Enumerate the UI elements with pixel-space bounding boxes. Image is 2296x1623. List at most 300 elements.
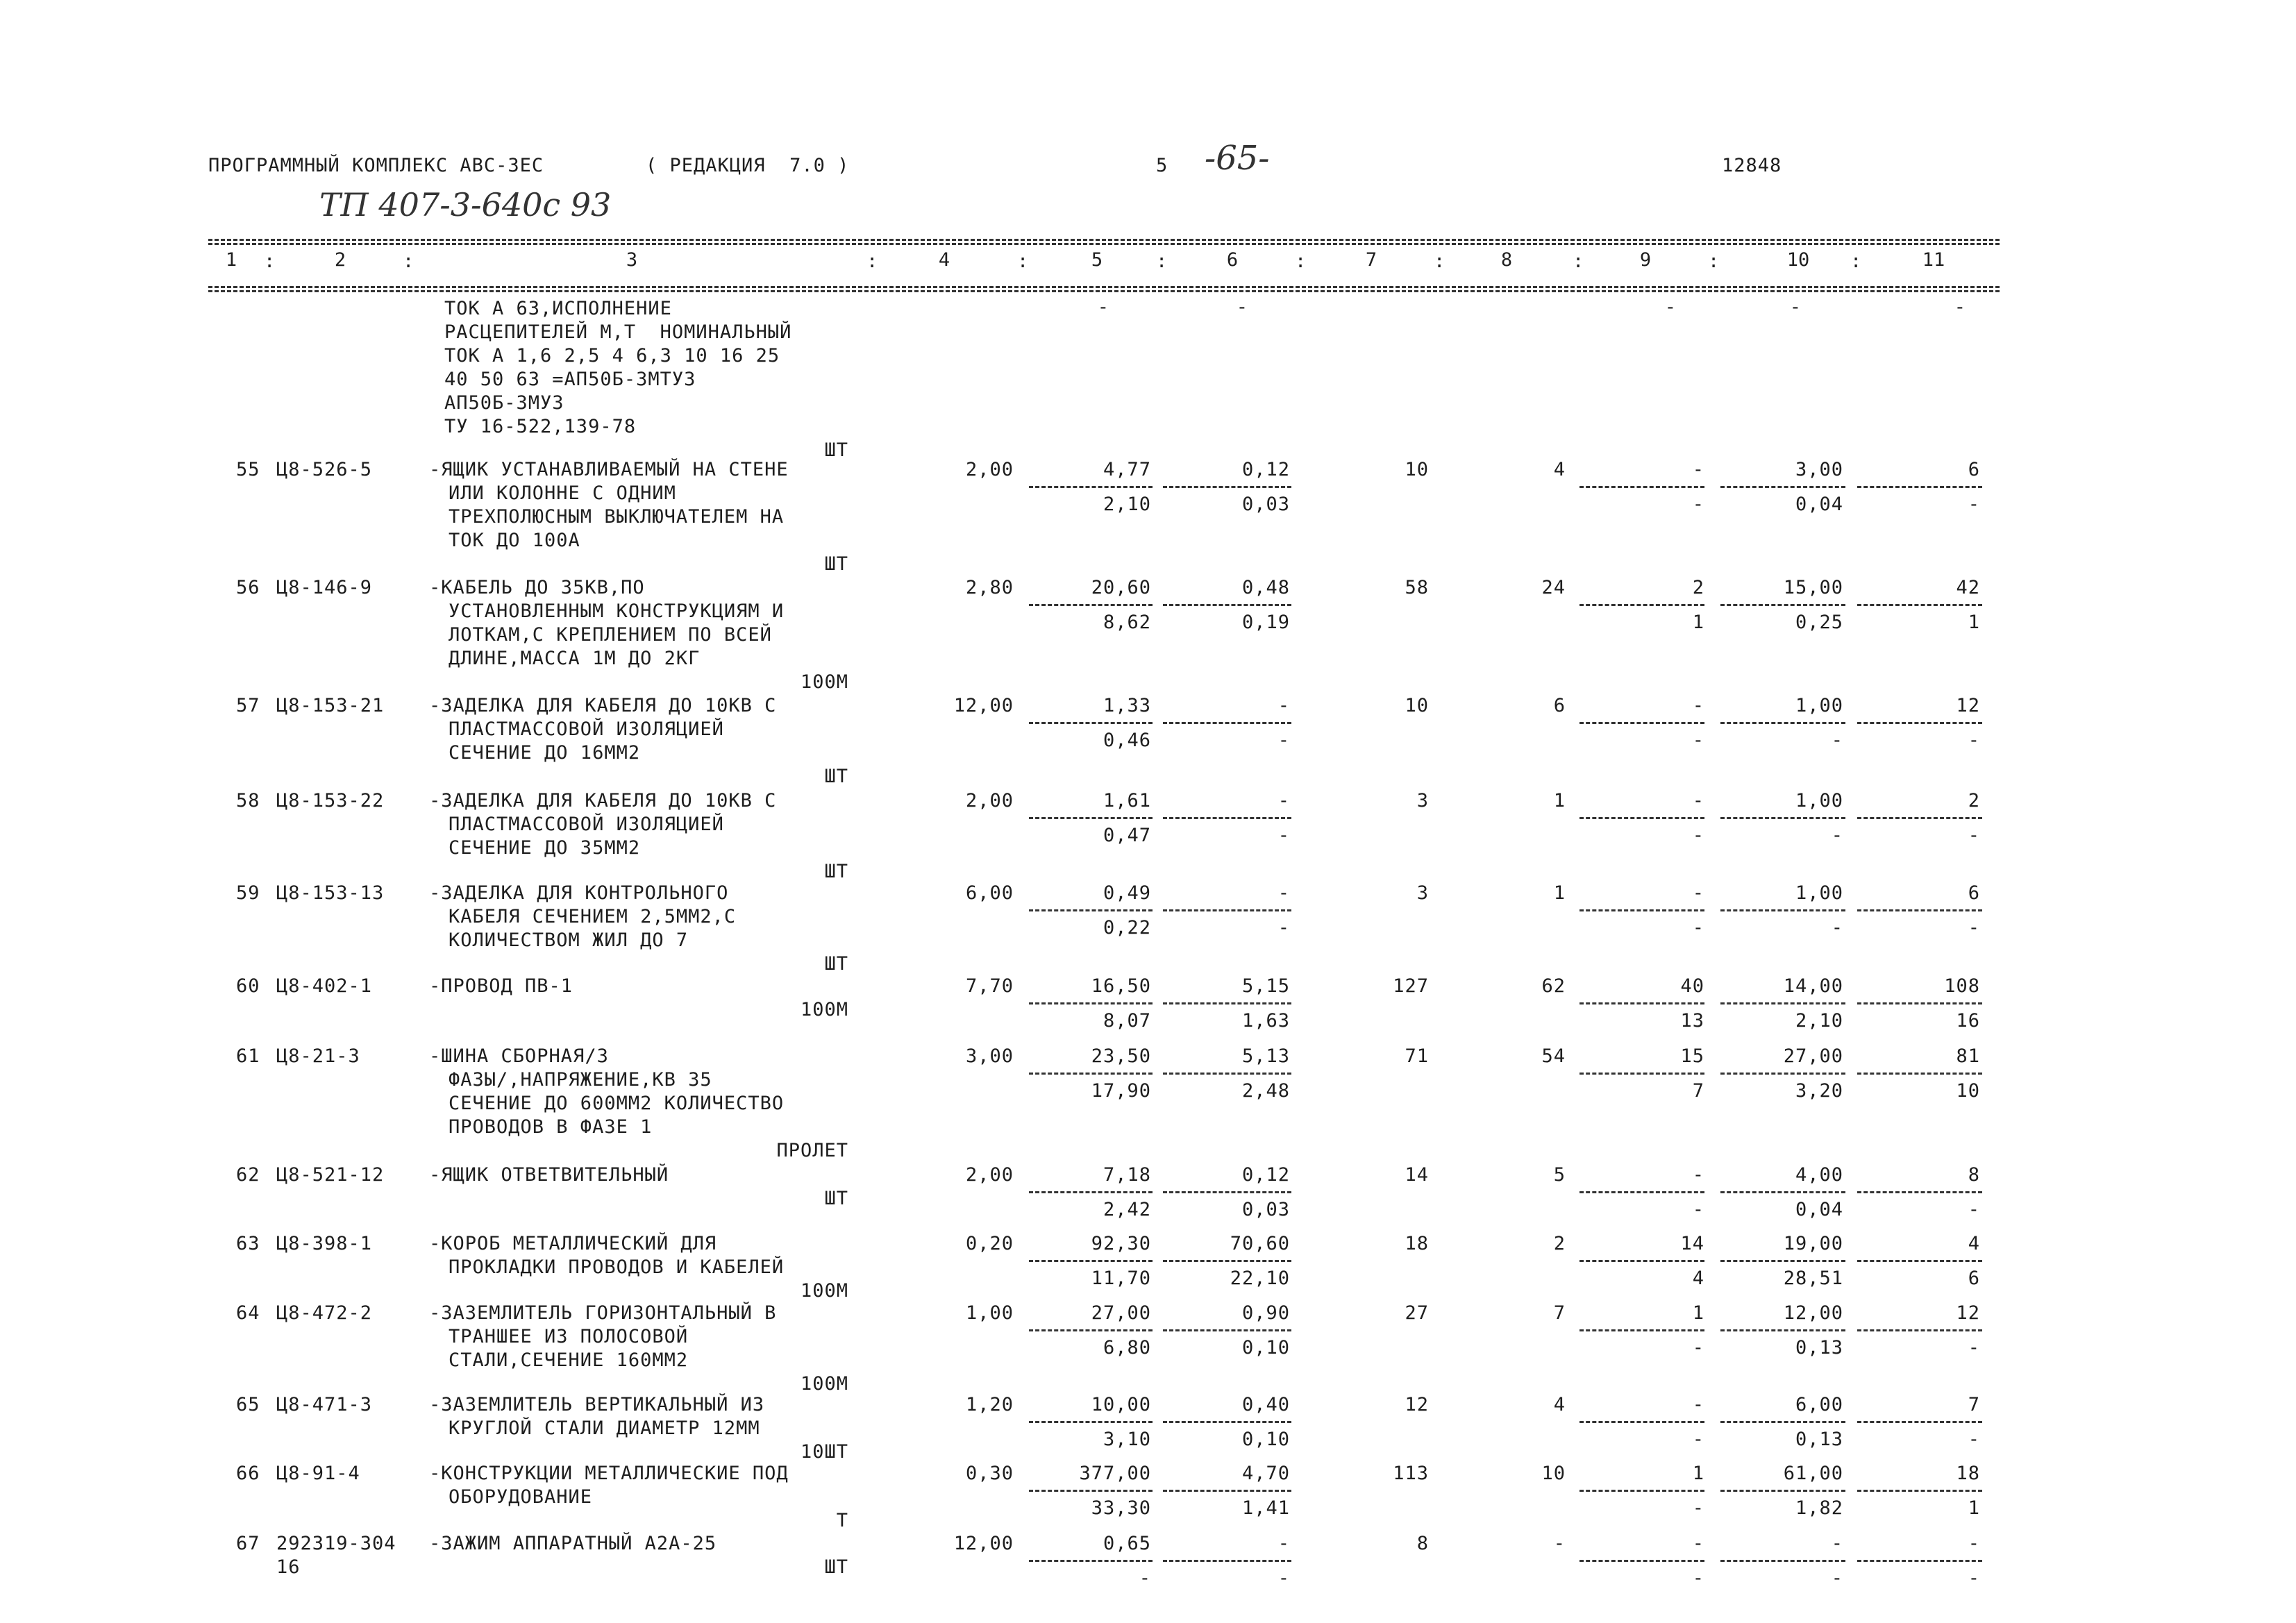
cell-col7: 3 xyxy=(1416,790,1429,812)
value-divider xyxy=(1579,817,1704,819)
item-unit: ШТ xyxy=(824,439,848,461)
cell-col5-sub: 8,07 xyxy=(1103,1010,1151,1032)
value-divider xyxy=(1857,1002,1982,1004)
value-divider xyxy=(1720,1490,1845,1492)
item-number: 56 xyxy=(236,577,260,598)
cell-col5-sub: 33,30 xyxy=(1091,1497,1151,1519)
item-description-line: УСТАНОВЛЕННЫМ КОНСТРУКЦИЯМ И xyxy=(449,600,785,622)
col-header-10: 10 xyxy=(1786,249,1810,271)
cell-col9-sub: - xyxy=(1692,494,1704,515)
value-divider xyxy=(1029,1002,1153,1004)
cell-col6-sub: - xyxy=(1277,1567,1290,1589)
cell-col7: 58 xyxy=(1405,577,1429,598)
cell-col4: 7,70 xyxy=(965,975,1014,997)
cell-col5: 16,50 xyxy=(1091,975,1151,997)
col-header-6: 6 xyxy=(1226,249,1239,271)
cell-col5: 20,60 xyxy=(1091,577,1151,598)
cell-col8: 62 xyxy=(1541,975,1566,997)
cell-col11: - xyxy=(1954,296,1966,318)
item-number: 60 xyxy=(236,975,260,997)
value-divider xyxy=(1163,1560,1291,1562)
document-number: 12848 xyxy=(1722,155,1782,176)
cell-col11-sub: - xyxy=(1968,494,1980,515)
cell-col11: 12 xyxy=(1956,1302,1980,1324)
cell-col6: 0,90 xyxy=(1241,1302,1290,1324)
cell-col8: 1 xyxy=(1553,882,1566,904)
cell-col9-sub: - xyxy=(1692,825,1704,846)
item-code: Ц8-153-13 xyxy=(276,882,385,904)
item-description-line: -ЗАДЕЛКА ДЛЯ КАБЕЛЯ ДО 10КВ С xyxy=(429,790,777,812)
item-description-line: СЕЧЕНИЕ ДО 600ММ2 КОЛИЧЕСТВО xyxy=(449,1093,785,1114)
item-description-line: -КОРОБ МЕТАЛЛИЧЕСКИЙ ДЛЯ xyxy=(429,1233,717,1254)
cell-col4: 1,20 xyxy=(965,1394,1014,1415)
cell-col7: 18 xyxy=(1405,1233,1429,1254)
col-header-11: 11 xyxy=(1922,249,1945,271)
cell-col9-sub: 1 xyxy=(1692,612,1704,633)
cell-col9-sub: - xyxy=(1692,1429,1704,1450)
cell-col11-sub: 1 xyxy=(1968,1497,1980,1519)
value-divider xyxy=(1029,909,1153,911)
cell-col5-sub: 17,90 xyxy=(1091,1080,1151,1102)
value-divider xyxy=(1029,722,1153,724)
value-divider xyxy=(1163,1421,1291,1423)
cell-col6: 5,13 xyxy=(1241,1045,1290,1067)
cell-col5: 1,61 xyxy=(1103,790,1151,812)
item-code-continuation: 16 xyxy=(276,1556,301,1578)
cell-col9-sub: - xyxy=(1692,1199,1704,1220)
cell-col7: 10 xyxy=(1405,459,1429,480)
item-description-line: 40 50 63 =АП50Б-3МТУ3 xyxy=(444,369,696,390)
value-divider xyxy=(1857,1329,1982,1331)
item-description-line: ЛОТКАМ,С КРЕПЛЕНИЕМ ПО ВСЕЙ xyxy=(449,624,772,646)
cell-col6-sub: 22,10 xyxy=(1230,1268,1290,1289)
item-code: 292319-304 xyxy=(276,1533,396,1554)
cell-col10-sub: 2,10 xyxy=(1795,1010,1843,1032)
cell-col5-sub: 2,10 xyxy=(1103,494,1151,515)
item-description-line: ТОК А 63,ИСПОЛНЕНИЕ xyxy=(444,298,672,319)
cell-col6-sub: - xyxy=(1277,730,1290,751)
item-description-line: ПЛАСТМАССОВОЙ ИЗОЛЯЦИЕЙ xyxy=(449,814,724,835)
cell-col11-sub: - xyxy=(1968,1567,1980,1589)
cell-col6: - xyxy=(1277,790,1290,812)
item-description-line: -КАБЕЛЬ ДО 35КВ,ПО xyxy=(429,577,645,598)
col-separator: : xyxy=(866,251,878,272)
item-code: Ц8-402-1 xyxy=(276,975,373,997)
value-divider xyxy=(1720,1260,1845,1262)
item-description-line: -ЯЩИК ОТВЕТВИТЕЛЬНЫЙ xyxy=(429,1164,669,1186)
cell-col9-sub: - xyxy=(1692,1337,1704,1359)
item-description-line: ТРЕХПОЛЮСНЫМ ВЫКЛЮЧАТЕЛЕМ НА xyxy=(449,506,785,528)
cell-col11: 42 xyxy=(1956,577,1980,598)
cell-col6: 0,40 xyxy=(1241,1394,1290,1415)
item-code: Ц8-526-5 xyxy=(276,459,373,480)
item-description-line: ДЛИНЕ,МАССА 1М ДО 2КГ xyxy=(449,648,701,669)
cell-col11-sub: - xyxy=(1968,730,1980,751)
cell-col7: 14 xyxy=(1405,1164,1429,1186)
col-separator: : xyxy=(1850,251,1862,272)
value-divider xyxy=(1720,1560,1845,1562)
value-divider xyxy=(1720,486,1845,488)
col-header-7: 7 xyxy=(1365,249,1377,271)
cell-col10: 4,00 xyxy=(1795,1164,1843,1186)
cell-col11: 12 xyxy=(1956,695,1980,716)
item-number: 55 xyxy=(236,459,260,480)
item-code: Ц8-146-9 xyxy=(276,577,373,598)
cell-col10: 1,00 xyxy=(1795,790,1843,812)
cell-col6: - xyxy=(1236,296,1248,318)
item-description-line: -ЗАЖИМ АППАРАТНЫЙ А2А-25 xyxy=(429,1533,717,1554)
cell-col5-sub: - xyxy=(1139,1567,1151,1589)
value-divider xyxy=(1163,1002,1291,1004)
cell-col7: 10 xyxy=(1405,695,1429,716)
item-number: 59 xyxy=(236,882,260,904)
cell-col5-sub: 0,22 xyxy=(1103,917,1151,939)
item-code: Ц8-153-21 xyxy=(276,695,385,716)
item-unit: 100М xyxy=(800,999,848,1020)
value-divider xyxy=(1163,722,1291,724)
item-unit: ШТ xyxy=(824,861,848,882)
cell-col10: 1,00 xyxy=(1795,882,1843,904)
cell-col10: 61,00 xyxy=(1783,1463,1843,1484)
cell-col11-sub: - xyxy=(1968,825,1980,846)
cell-col9: - xyxy=(1692,882,1704,904)
item-code: Ц8-521-12 xyxy=(276,1164,385,1186)
cell-col9: - xyxy=(1664,296,1677,318)
item-unit: ПРОЛЕТ xyxy=(776,1140,848,1161)
cell-col9: - xyxy=(1692,1164,1704,1186)
cell-col11-sub: 16 xyxy=(1956,1010,1980,1032)
item-code: Ц8-398-1 xyxy=(276,1233,373,1254)
cell-col8: 10 xyxy=(1541,1463,1566,1484)
cell-col9-sub: - xyxy=(1692,1497,1704,1519)
cell-col8: 4 xyxy=(1553,459,1566,480)
value-divider xyxy=(1029,1260,1153,1262)
cell-col9: 1 xyxy=(1692,1302,1704,1324)
item-description-line: ТУ 16-522,139-78 xyxy=(444,416,637,437)
col-header-5: 5 xyxy=(1091,249,1103,271)
value-divider xyxy=(1029,1073,1153,1075)
value-divider xyxy=(1579,1329,1704,1331)
value-divider xyxy=(1857,1490,1982,1492)
item-code: Ц8-91-4 xyxy=(276,1463,360,1484)
cell-col9: 15 xyxy=(1680,1045,1704,1067)
cell-col5-sub: 6,80 xyxy=(1103,1337,1151,1359)
value-divider xyxy=(1163,1490,1291,1492)
value-divider xyxy=(1579,722,1704,724)
value-divider xyxy=(1163,486,1291,488)
value-divider xyxy=(1029,604,1153,606)
cell-col10: 3,00 xyxy=(1795,459,1843,480)
cell-col9: 40 xyxy=(1680,975,1704,997)
cell-col11: 2 xyxy=(1968,790,1980,812)
cell-col5: 92,30 xyxy=(1091,1233,1151,1254)
item-unit: ШТ xyxy=(824,1188,848,1209)
value-divider xyxy=(1579,1260,1704,1262)
cell-col10-sub: 0,13 xyxy=(1795,1429,1843,1450)
cell-col4: 3,00 xyxy=(965,1045,1014,1067)
cell-col10: 27,00 xyxy=(1783,1045,1843,1067)
cell-col4: 2,80 xyxy=(965,577,1014,598)
edition-label: ( РЕДАКЦИЯ 7.0 ) xyxy=(646,155,850,176)
item-number: 58 xyxy=(236,790,260,812)
cell-col8: 1 xyxy=(1553,790,1566,812)
item-description-line: -ЗАДЕЛКА ДЛЯ КАБЕЛЯ ДО 10КВ С xyxy=(429,695,777,716)
cell-col6: - xyxy=(1277,1533,1290,1554)
cell-col11: 6 xyxy=(1968,882,1980,904)
cell-col11-sub: - xyxy=(1968,917,1980,939)
cell-col8: - xyxy=(1553,1533,1566,1554)
cell-col6-sub: 0,19 xyxy=(1241,612,1290,633)
cell-col8: 4 xyxy=(1553,1394,1566,1415)
value-divider xyxy=(1029,486,1153,488)
cell-col6-sub: 0,10 xyxy=(1241,1429,1290,1450)
value-divider xyxy=(1163,604,1291,606)
item-unit: ШТ xyxy=(824,1556,848,1578)
cell-col5: - xyxy=(1097,296,1109,318)
item-unit: ШТ xyxy=(824,553,848,575)
item-description-line: ПРОВОДОВ В ФАЗЕ 1 xyxy=(449,1116,653,1138)
cell-col5-sub: 0,46 xyxy=(1103,730,1151,751)
cell-col11: 18 xyxy=(1956,1463,1980,1484)
value-divider xyxy=(1029,1421,1153,1423)
item-description-line: ТОК ДО 100А xyxy=(449,530,580,551)
cell-col10-sub: 3,20 xyxy=(1795,1080,1843,1102)
value-divider xyxy=(1857,1073,1982,1075)
item-code: Ц8-21-3 xyxy=(276,1045,360,1067)
project-code-handwritten: ТП 407-3-640с 93 xyxy=(319,186,612,224)
value-divider xyxy=(1163,1260,1291,1262)
value-divider xyxy=(1857,909,1982,911)
col-separator: : xyxy=(403,251,414,272)
cell-col10: 15,00 xyxy=(1783,577,1843,598)
item-description-line: СЕЧЕНИЕ ДО 35ММ2 xyxy=(449,837,641,859)
item-number: 62 xyxy=(236,1164,260,1186)
value-divider xyxy=(1720,1329,1845,1331)
item-description-line: ФАЗЫ/,НАПРЯЖЕНИЕ,КВ 35 xyxy=(449,1069,712,1091)
cell-col9-sub: - xyxy=(1692,730,1704,751)
cell-col6: 0,12 xyxy=(1241,459,1290,480)
item-code: Ц8-153-22 xyxy=(276,790,385,812)
cell-col8: 2 xyxy=(1553,1233,1566,1254)
item-description-line: КАБЕЛЯ СЕЧЕНИЕМ 2,5ММ2,С xyxy=(449,906,737,927)
item-number: 63 xyxy=(236,1233,260,1254)
col-separator: : xyxy=(1434,251,1446,272)
cell-col9-sub: 13 xyxy=(1680,1010,1704,1032)
cell-col10-sub: 1,82 xyxy=(1795,1497,1843,1519)
cell-col9: - xyxy=(1692,790,1704,812)
cell-col11: - xyxy=(1968,1533,1980,1554)
cell-col6-sub: 0,03 xyxy=(1241,494,1290,515)
col-header-1: 1 xyxy=(225,249,237,271)
value-divider xyxy=(1720,1421,1845,1423)
cell-col6-sub: 0,10 xyxy=(1241,1337,1290,1359)
value-divider xyxy=(1720,722,1845,724)
col-separator: : xyxy=(1156,251,1168,272)
item-number: 67 xyxy=(236,1533,260,1554)
cell-col7: 3 xyxy=(1416,882,1429,904)
cell-col4: 0,30 xyxy=(965,1463,1014,1484)
cell-col4: 12,00 xyxy=(953,695,1014,716)
cell-col10: 1,00 xyxy=(1795,695,1843,716)
cell-col7: 113 xyxy=(1393,1463,1429,1484)
value-divider xyxy=(1857,1260,1982,1262)
cell-col5-sub: 3,10 xyxy=(1103,1429,1151,1450)
item-unit: 100М xyxy=(800,1373,848,1395)
value-divider xyxy=(1579,1490,1704,1492)
item-unit: ШТ xyxy=(824,953,848,975)
col-header-4: 4 xyxy=(938,249,950,271)
col-header-8: 8 xyxy=(1500,249,1513,271)
cell-col9-sub: 7 xyxy=(1692,1080,1704,1102)
cell-col5: 1,33 xyxy=(1103,695,1151,716)
cell-col11: 4 xyxy=(1968,1233,1980,1254)
cell-col9: 2 xyxy=(1692,577,1704,598)
cell-col8: 24 xyxy=(1541,577,1566,598)
cell-col10: 19,00 xyxy=(1783,1233,1843,1254)
cell-col10: - xyxy=(1831,1533,1843,1554)
value-divider xyxy=(1579,1002,1704,1004)
cell-col4: 2,00 xyxy=(965,790,1014,812)
cell-col10: 14,00 xyxy=(1783,975,1843,997)
cell-col4: 2,00 xyxy=(965,1164,1014,1186)
cell-col5-sub: 2,42 xyxy=(1103,1199,1151,1220)
header-top-rule xyxy=(208,239,2000,241)
item-code: Ц8-471-3 xyxy=(276,1394,373,1415)
value-divider xyxy=(1029,1329,1153,1331)
item-description-line: ТОК А 1,6 2,5 4 6,3 10 16 25 xyxy=(444,345,780,367)
value-divider xyxy=(1857,604,1982,606)
header-top-rule-2 xyxy=(208,243,2000,245)
item-description-line: ПЛАСТМАССОВОЙ ИЗОЛЯЦИЕЙ xyxy=(449,718,724,740)
cell-col11: 6 xyxy=(1968,459,1980,480)
value-divider xyxy=(1029,1191,1153,1193)
value-divider xyxy=(1857,1560,1982,1562)
item-unit: Т xyxy=(836,1510,848,1531)
cell-col5: 23,50 xyxy=(1091,1045,1151,1067)
col-header-3: 3 xyxy=(626,249,638,271)
cell-col6: 0,48 xyxy=(1241,577,1290,598)
value-divider xyxy=(1857,817,1982,819)
cell-col9: 1 xyxy=(1692,1463,1704,1484)
cell-col6: 5,15 xyxy=(1241,975,1290,997)
cell-col10-sub: - xyxy=(1831,917,1843,939)
sheet-number: 5 xyxy=(1156,155,1168,176)
cell-col11-sub: 10 xyxy=(1956,1080,1980,1102)
item-description-line: -ЗАЗЕМЛИТЕЛЬ ВЕРТИКАЛЬНЫЙ ИЗ xyxy=(429,1394,765,1415)
item-description-line: -ШИНА СБОРНАЯ/3 xyxy=(429,1045,609,1067)
cell-col4: 1,00 xyxy=(965,1302,1014,1324)
cell-col11: 8 xyxy=(1968,1164,1980,1186)
cell-col9: 14 xyxy=(1680,1233,1704,1254)
value-divider xyxy=(1857,1191,1982,1193)
value-divider xyxy=(1029,817,1153,819)
item-description-line: СЕЧЕНИЕ ДО 16ММ2 xyxy=(449,742,641,764)
value-divider xyxy=(1163,1073,1291,1075)
value-divider xyxy=(1857,486,1982,488)
cell-col9: - xyxy=(1692,459,1704,480)
value-divider xyxy=(1857,722,1982,724)
col-separator: : xyxy=(1017,251,1029,272)
item-unit: 100М xyxy=(800,1280,848,1302)
item-description-line: -ПРОВОД ПВ-1 xyxy=(429,975,573,997)
item-description-line: РАСЦЕПИТЕЛЕЙ М,Т НОМИНАЛЬНЫЙ xyxy=(444,321,792,343)
cell-col8: 54 xyxy=(1541,1045,1566,1067)
cell-col10: 6,00 xyxy=(1795,1394,1843,1415)
value-divider xyxy=(1720,604,1845,606)
cell-col6-sub: 2,48 xyxy=(1241,1080,1290,1102)
program-title: ПРОГРАММНЫЙ КОМПЛЕКС АВС-3ЕС xyxy=(208,155,544,176)
cell-col9: - xyxy=(1692,1533,1704,1554)
item-description-line: КРУГЛОЙ СТАЛИ ДИАМЕТР 12ММ xyxy=(449,1418,760,1439)
value-divider xyxy=(1720,909,1845,911)
item-unit: 100М xyxy=(800,671,848,693)
value-divider xyxy=(1720,817,1845,819)
item-description-line: ПРОКЛАДКИ ПРОВОДОВ И КАБЕЛЕЙ xyxy=(449,1256,785,1278)
cell-col10-sub: - xyxy=(1831,730,1843,751)
value-divider xyxy=(1163,1329,1291,1331)
cell-col6: 4,70 xyxy=(1241,1463,1290,1484)
cell-col8: 6 xyxy=(1553,695,1566,716)
item-description-line: -ЗАДЕЛКА ДЛЯ КОНТРОЛЬНОГО xyxy=(429,882,729,904)
cell-col9-sub: - xyxy=(1692,1567,1704,1589)
cell-col6-sub: 1,63 xyxy=(1241,1010,1290,1032)
cell-col6-sub: 1,41 xyxy=(1241,1497,1290,1519)
cell-col6: - xyxy=(1277,695,1290,716)
cell-col10-sub: 0,25 xyxy=(1795,612,1843,633)
cell-col7: 127 xyxy=(1393,975,1429,997)
item-description-line: АП50Б-3МУ3 xyxy=(444,392,564,414)
cell-col7: 12 xyxy=(1405,1394,1429,1415)
cell-col5-sub: 11,70 xyxy=(1091,1268,1151,1289)
col-separator: : xyxy=(264,251,276,272)
value-divider xyxy=(1579,1560,1704,1562)
cell-col4: 6,00 xyxy=(965,882,1014,904)
cell-col5: 10,00 xyxy=(1091,1394,1151,1415)
cell-col11: 81 xyxy=(1956,1045,1980,1067)
cell-col7: 8 xyxy=(1416,1533,1429,1554)
cell-col10: 12,00 xyxy=(1783,1302,1843,1324)
item-description-line: КОЛИЧЕСТВОМ ЖИЛ ДО 7 xyxy=(449,930,689,951)
cell-col11: 108 xyxy=(1944,975,1980,997)
cell-col6-sub: - xyxy=(1277,917,1290,939)
value-divider xyxy=(1163,909,1291,911)
cell-col7: 27 xyxy=(1405,1302,1429,1324)
item-number: 65 xyxy=(236,1394,260,1415)
cell-col11-sub: 1 xyxy=(1968,612,1980,633)
cell-col5: 27,00 xyxy=(1091,1302,1151,1324)
value-divider xyxy=(1579,1073,1704,1075)
value-divider xyxy=(1579,1191,1704,1193)
cell-col10-sub: - xyxy=(1831,825,1843,846)
value-divider xyxy=(1163,817,1291,819)
col-separator: : xyxy=(1708,251,1720,272)
col-separator: : xyxy=(1295,251,1307,272)
col-header-9: 9 xyxy=(1639,249,1652,271)
cell-col11-sub: - xyxy=(1968,1199,1980,1220)
cell-col4: 2,00 xyxy=(965,459,1014,480)
cell-col5: 377,00 xyxy=(1079,1463,1151,1484)
item-code: Ц8-472-2 xyxy=(276,1302,373,1324)
cell-col9-sub: 4 xyxy=(1692,1268,1704,1289)
item-description-line: СТАЛИ,СЕЧЕНИЕ 160ММ2 xyxy=(449,1349,689,1371)
item-number: 64 xyxy=(236,1302,260,1324)
cell-col5: 7,18 xyxy=(1103,1164,1151,1186)
value-divider xyxy=(1857,1421,1982,1423)
page-number-handwritten: -65- xyxy=(1205,139,1270,178)
cell-col4: 12,00 xyxy=(953,1533,1014,1554)
item-number: 61 xyxy=(236,1045,260,1067)
cell-col11: 7 xyxy=(1968,1394,1980,1415)
